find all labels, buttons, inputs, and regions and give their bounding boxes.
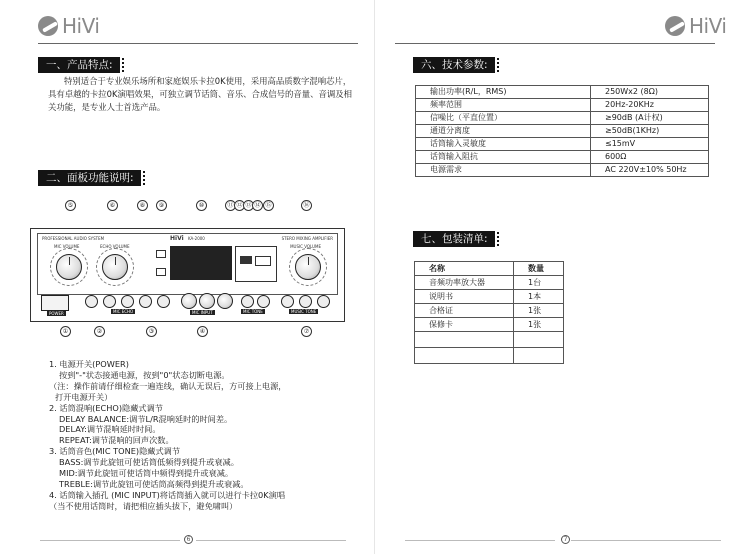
hivi-logo-icon <box>665 16 685 36</box>
callout: ⑤ <box>65 200 76 211</box>
table-row <box>415 290 564 304</box>
list-line: 3. 话筒音色(MIC TONE)隐藏式调节 <box>49 446 181 457</box>
footer-rule <box>571 540 721 541</box>
echo-repeat-knob[interactable] <box>121 295 134 308</box>
spec-value: AC 220V±10% 50Hz <box>591 164 709 177</box>
spec-value: 600Ω <box>591 151 709 164</box>
column-header-name: 名称 <box>415 262 514 276</box>
spec-value: ≤15mV <box>591 138 709 151</box>
header-rule <box>395 43 715 44</box>
heading-dots <box>122 58 130 72</box>
section-6-title: 六、技术参数: <box>413 57 495 73</box>
panel-upper-area <box>37 233 338 295</box>
footer-rule <box>196 540 346 541</box>
list-line: 2. 话筒混响(ECHO)隐藏式调节 <box>49 402 163 413</box>
callout: ⑨ <box>156 200 167 211</box>
mic-treble-knob[interactable] <box>241 295 254 308</box>
echo-delay-balance-knob[interactable] <box>85 295 98 308</box>
packing-list-table <box>414 261 564 364</box>
panel-label-music-volume: MUSIC VOLUME <box>290 244 321 249</box>
item-name: 合格证 <box>415 304 514 318</box>
mic-input-jack-1[interactable] <box>181 293 197 309</box>
callout: ⑭ <box>252 200 263 211</box>
spec-label: 通道分离度 <box>416 125 591 138</box>
spec-value: 20Hz-20KHz <box>591 99 709 112</box>
callout: ⑥ <box>107 200 118 211</box>
table-row <box>416 125 709 138</box>
table-row <box>416 99 709 112</box>
indicator-led <box>156 250 166 258</box>
callout: ⑪ <box>225 200 236 211</box>
section-7-title: 七、包装清单: <box>413 231 495 247</box>
usb-slot <box>240 256 252 264</box>
front-panel-diagram <box>30 228 345 322</box>
panel-model: KA-2000 <box>188 236 205 241</box>
spec-value: ≥90dB (A计权) <box>591 112 709 125</box>
list-line: 打开电源开关） <box>55 391 113 402</box>
callout: ⑦ <box>301 326 312 337</box>
section-1-title: 一、产品特点: <box>38 57 120 73</box>
mic-input-jack-2[interactable] <box>199 293 215 309</box>
indicator-led <box>156 268 166 276</box>
item-name: 音频功率放大器 <box>415 276 514 290</box>
spec-label: 频率范围 <box>416 99 591 112</box>
section-1-line: 关功能，是专业人士首选产品。 <box>48 102 166 112</box>
table-row <box>415 348 564 364</box>
power-switch[interactable] <box>41 295 69 311</box>
logo-text: HiVi <box>62 14 100 38</box>
panel-label-power: POWER <box>49 311 64 316</box>
heading-dots <box>497 58 505 72</box>
mic-mid-knob[interactable] <box>157 295 170 308</box>
table-row <box>416 112 709 125</box>
list-line: 1. 电源开关(POWER) <box>49 359 129 369</box>
music-bass-knob[interactable] <box>281 295 294 308</box>
spec-value: 250Wx2 (8Ω) <box>591 86 709 99</box>
panel-label-mic-input: MIC INPUT <box>192 310 213 315</box>
mic-bass-knob[interactable] <box>139 295 152 308</box>
list-line: REPEAT:调节混响的回声次数。 <box>59 435 174 446</box>
spec-label: 话筒输入阻抗 <box>416 151 591 164</box>
page-number-6: 6 <box>184 535 193 544</box>
item-qty: 1张 <box>514 304 564 318</box>
spec-value: ≥50dB(1KHz) <box>591 125 709 138</box>
list-line: BASS:调节此旋钮可使话筒低频得到提升或衰减。 <box>59 457 239 468</box>
callout: ⑧ <box>137 200 148 211</box>
spec-table <box>415 85 709 177</box>
header-rule <box>38 43 358 44</box>
spec-label: 话筒输入灵敏度 <box>416 138 591 151</box>
item-name: 保修卡 <box>415 318 514 332</box>
item-qty: 1张 <box>514 318 564 332</box>
section-1-body <box>48 75 368 114</box>
music-treble-knob[interactable] <box>317 295 330 308</box>
callout: ⑩ <box>196 200 207 211</box>
music-mid-knob[interactable] <box>299 295 312 308</box>
list-line: 按到"-"状态接通电源，按到"0"状态切断电源。 <box>59 369 230 380</box>
footer-rule <box>40 540 180 541</box>
table-row <box>415 304 564 318</box>
heading-dots <box>497 232 505 246</box>
spec-label: 信噪比（平直位置） <box>416 112 591 125</box>
mic-input-jack-3[interactable] <box>217 293 233 309</box>
callout: ⑯ <box>301 200 312 211</box>
echo-delay-knob[interactable] <box>103 295 116 308</box>
mic-volume-knob[interactable] <box>56 254 82 280</box>
callout: ⑮ <box>263 200 274 211</box>
item-qty <box>514 348 564 364</box>
section-1-line: 特别适合于专业娱乐场所和家庭娱乐卡拉0K使用，采用高品质数字混响芯片， <box>64 76 352 86</box>
panel-brand: HiVi <box>170 235 184 242</box>
brand-logo <box>38 14 99 38</box>
page-number <box>184 535 193 544</box>
sd-slot <box>255 256 271 266</box>
item-qty: 1台 <box>514 276 564 290</box>
music-volume-knob[interactable] <box>295 254 321 280</box>
tone-knob[interactable] <box>257 295 270 308</box>
section-1-heading <box>38 57 130 73</box>
panel-label-mic-volume: MIC VOLUME <box>54 244 80 249</box>
item-qty <box>514 332 564 348</box>
list-line: DELAY BALANCE:调节L/R混响延时的时间差。 <box>59 413 233 424</box>
table-row <box>415 276 564 290</box>
panel-function-list <box>49 359 364 512</box>
list-line: （注：操作前请仔细检查一遍连线，确认无误后，方可接上电源， <box>49 380 287 391</box>
list-line: TREBLE:调节此旋钮可使话筒高频得到提升或衰减。 <box>59 478 249 489</box>
page-number-7: 7 <box>561 535 570 544</box>
table-row <box>416 138 709 151</box>
spec-label: 电源需求 <box>416 164 591 177</box>
footer-rule <box>405 540 555 541</box>
panel-label-mic-echo: MIC ECHO <box>113 309 134 314</box>
item-qty: 1本 <box>514 290 564 304</box>
section-2-title: 二、面板功能说明: <box>38 170 141 186</box>
section-7-heading <box>413 231 505 247</box>
table-header-row <box>415 262 564 276</box>
column-header-qty: 数量 <box>514 262 564 276</box>
item-name <box>415 348 514 364</box>
section-2-heading <box>38 170 151 186</box>
item-name: 说明书 <box>415 290 514 304</box>
list-line: （当不使用话筒时，请把相应插头拔下，避免啸叫） <box>49 500 238 511</box>
panel-label-music-tone: MUSIC TONE <box>291 309 317 314</box>
callout: ③ <box>146 326 157 337</box>
panel-label-left: PROFESSIONAL AUDIO SYSTEM <box>42 236 105 241</box>
table-row <box>416 164 709 177</box>
echo-volume-knob[interactable] <box>102 254 128 280</box>
spec-label: 输出功率(R/L，RMS) <box>416 86 591 99</box>
table-row <box>415 332 564 348</box>
brand-logo <box>665 14 726 38</box>
list-line: MID:调节此旋钮可使话筒中频得到提升或衰减。 <box>59 468 234 479</box>
hivi-logo-icon <box>38 16 58 36</box>
section-1-line: 具有卓越的卡拉0K演唱效果，可独立调节话筒、音乐、合成信号的音量、音调及相 <box>48 89 352 99</box>
item-name <box>415 332 514 348</box>
callout: ④ <box>197 326 208 337</box>
list-line: DELAY:调节混响延时时间。 <box>59 424 161 435</box>
table-row <box>415 318 564 332</box>
display-window <box>170 246 232 280</box>
callout: ⑫ <box>234 200 245 211</box>
heading-dots <box>143 171 151 185</box>
right-page <box>375 0 750 554</box>
panel-label-right: STERO MIXING AMPLIFIER <box>281 236 333 241</box>
panel-label-echo-volume: ECHO VOLUME <box>100 244 130 249</box>
table-row <box>416 86 709 99</box>
callout: ② <box>94 326 105 337</box>
page-number <box>561 535 570 544</box>
callout: ① <box>60 326 71 337</box>
callout: ⑬ <box>243 200 254 211</box>
section-6-heading <box>413 57 505 73</box>
logo-text: HiVi <box>689 14 727 38</box>
list-line: 4. 话筒输入插孔 (MIC INPUT)将话筒插入就可以进行卡拉0K演唱 <box>49 489 286 500</box>
table-row <box>416 151 709 164</box>
panel-label-mic-tone: MIC TONE <box>243 309 263 314</box>
